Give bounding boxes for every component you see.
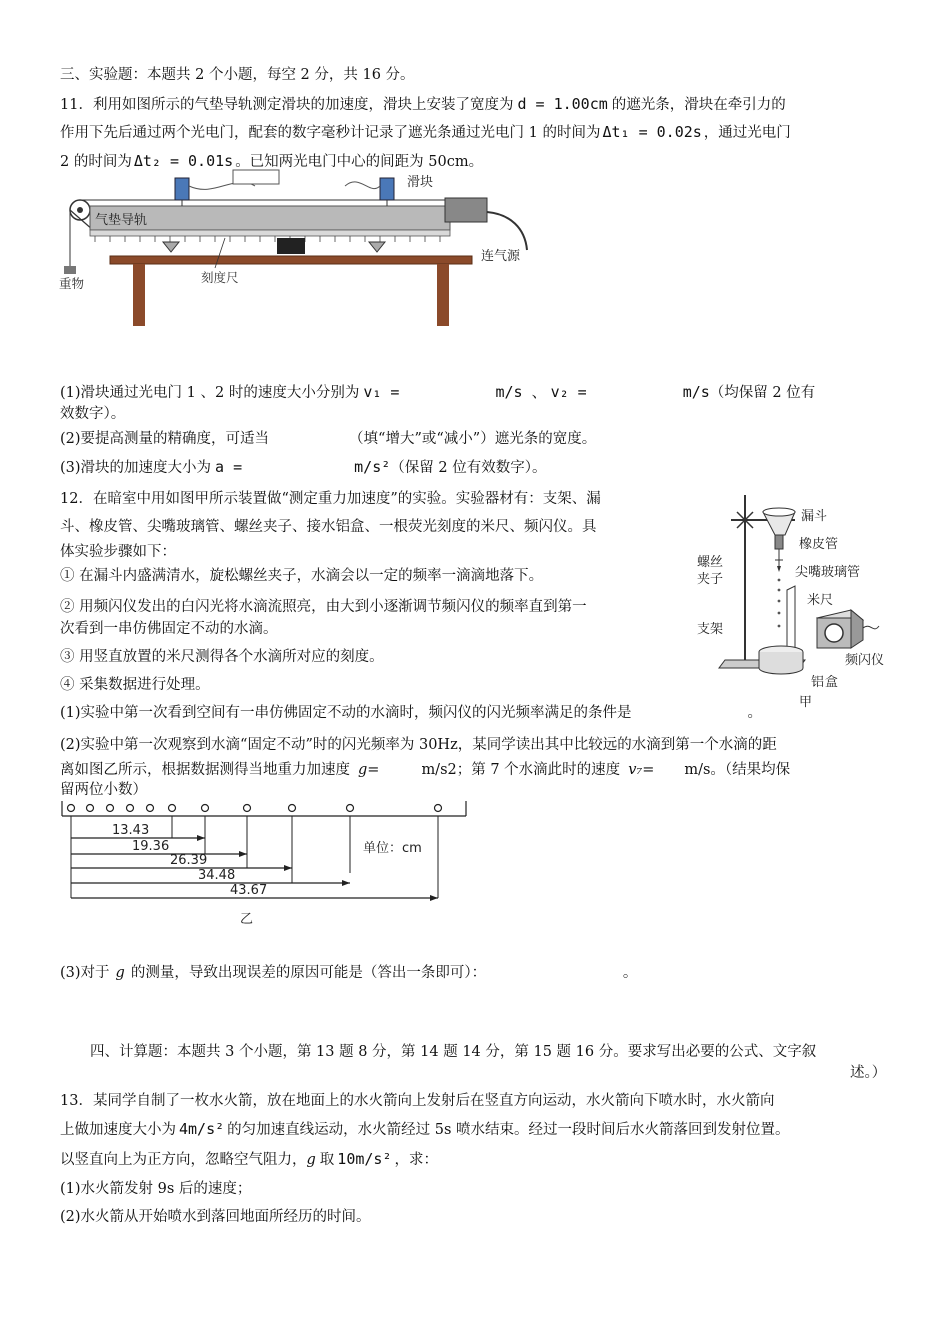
- q11-p1-tail: （均保留 2 位有: [709, 385, 816, 401]
- q12-part1: [60, 704, 762, 722]
- q12-p3-text-a: (3)对于: [60, 965, 110, 981]
- q11-text-f: 。已知两光电门中心的间距为 50cm。: [235, 154, 484, 170]
- label-funnel: 漏斗: [801, 509, 828, 524]
- q11-dt2: Δt₂ = 0.01s: [133, 152, 234, 170]
- photogate-2-icon: [380, 178, 394, 200]
- drop-6: [169, 805, 176, 812]
- drop-11: [435, 805, 442, 812]
- q12-line1: 12．在暗室中用如图甲所示装置做“测定重力加速度”的实验。实验器材有：支架、漏: [60, 491, 601, 507]
- q11-p1-text: (1)滑块通过光电门 1 、2 时的速度大小分别为: [60, 385, 360, 401]
- q11-unit1: m/s 、: [495, 383, 547, 401]
- q12-step3: ③ 用竖直放置的米尺测得各个水滴所对应的刻度。: [60, 649, 384, 665]
- q12-line3: 体实验步骤如下：: [60, 544, 176, 560]
- q11-text-b: 的遮光条，滑块在牵引力的: [611, 97, 786, 113]
- section4-heading: 四、计算题：本题共 3 个小题，第 13 题 8 分，第 14 题 14 分，第 15 题 16 分。要求写出必要的公式、文字叙: [90, 1044, 817, 1060]
- q11-text-a: 11．利用如图所示的气垫导轨测定滑块的加速度，滑块上安装了宽度为: [60, 97, 514, 113]
- slider-block-icon: [445, 198, 487, 222]
- q13-text-a: 上做加速度大小为: [60, 1122, 176, 1138]
- q13-line3: [60, 1150, 438, 1169]
- label-rail: 气垫导轨: [95, 213, 148, 228]
- section4-heading-tail: 述。）: [850, 1065, 887, 1081]
- q11-text-c: 作用下先后通过两个光电门，配套的数字毫秒计记录了遮光条通过光电门 1 的时间为: [60, 125, 601, 141]
- q12-p1-end: 。: [747, 705, 763, 721]
- q12-line2: 斗、橡皮管、尖嘴玻璃管、螺丝夹子、接水铝盒、一根荧光刻度的米尺、频闪仪。具: [60, 519, 597, 535]
- label-weight: 重物: [59, 276, 85, 291]
- q13-acceleration: 4m/s²: [179, 1120, 225, 1138]
- q11-a-unit: m/s²: [354, 458, 391, 476]
- label-screw-a: 螺丝: [697, 555, 724, 570]
- q13-text-d: 取: [319, 1152, 335, 1168]
- drop-4: [127, 805, 134, 812]
- q13-text-b: 的匀加速直线运动，水火箭经过 5s 喷水结束。经过一段时间后水火箭落回到发射位置。: [227, 1122, 790, 1138]
- strobe-icon: [817, 610, 879, 648]
- q11-text-d: ，通过光电门: [703, 125, 791, 141]
- q12-p2-text-b: m/s2；第 7 个水滴此时的速度: [421, 762, 621, 778]
- q12-part2-a: (2)实验中第一次观察到水滴“固定不动”时的闪光频率为 30Hz，某同学读出其中比较远的水滴到第一个水滴的距: [60, 737, 777, 753]
- q11-p2-tail: （填“增大”或“减小”）遮光条的宽度。: [349, 431, 597, 447]
- q11-p3-text: (3)滑块的加速度大小为: [60, 460, 212, 476]
- drop-8: [244, 805, 251, 812]
- drop-5: [147, 805, 154, 812]
- q13-g-var: g: [306, 1152, 316, 1168]
- q11-unit2: m/s: [682, 383, 710, 401]
- q11-part1-line2: 效数字）。: [60, 406, 126, 422]
- q11-line2: [60, 123, 791, 142]
- drop-2: [87, 805, 94, 812]
- q11-v2: v₂ =: [550, 383, 587, 401]
- q11-part2: [60, 430, 596, 448]
- label-rubber-tube: 橡皮管: [799, 537, 839, 552]
- label-box-b: 盒: [825, 675, 839, 690]
- q12-step1: ① 在漏斗内盛满清水，旋松螺丝夹子，水滴会以一定的频率一滴滴地落下。: [60, 568, 544, 584]
- q12-part3: [60, 964, 637, 982]
- drop-3: [107, 805, 114, 812]
- air-track-figure: [55, 168, 555, 338]
- label-strobe: 频闪仪: [845, 653, 885, 668]
- q11-width-eq: d = 1.00cm: [517, 95, 608, 113]
- caption-yi: 乙: [240, 912, 254, 927]
- q12-step4: ④ 采集数据进行处理。: [60, 677, 210, 693]
- q12-p2-text-a: 离如图乙所示，根据数据测得当地重力加速度: [60, 762, 350, 778]
- q12-part2-b: [60, 761, 790, 779]
- q12-p3-g: g: [115, 965, 125, 981]
- label-slider: 滑块: [407, 175, 434, 190]
- q12-part2-c: 留两位小数）: [60, 782, 147, 798]
- drop-1: [68, 805, 75, 812]
- q12-step2a: ② 用频闪仪发出的白闪光将水滴流照亮，由大到小逐渐调节频闪仪的频率直到第一: [60, 599, 587, 615]
- q11-v1: v₁ =: [363, 383, 400, 401]
- q11-p3-tail: （保留 2 位有效数字）。: [390, 460, 547, 476]
- q13-line1: 13．某同学自制了一枚水火箭，放在地面上的水火箭向上发射后在竖直方向运动，水火箭向下喷水时，水火箭向: [60, 1093, 775, 1109]
- label-box-a: 铝: [811, 675, 825, 690]
- q13-part1: (1)水火箭发射 9s 后的速度；: [60, 1181, 252, 1197]
- q11-a-eq: a =: [215, 458, 243, 476]
- q11-part1: [60, 383, 815, 402]
- distance-label-4: 34.48: [198, 868, 236, 883]
- label-meter-ruler: 米尺: [807, 593, 834, 608]
- caption-jia: 甲: [799, 695, 813, 710]
- q12-p3-text-b: 的测量，导致出现误差的原因可能是（答出一条即可）：: [130, 965, 479, 981]
- drops-figure-yi: [60, 798, 480, 933]
- label-ruler: 刻度尺: [201, 270, 239, 285]
- label-air-source: 连气源: [481, 249, 521, 264]
- distance-label-5: 43.67: [230, 883, 268, 898]
- q13-line2: [60, 1120, 790, 1139]
- q13-g-value: 10m/s²: [337, 1150, 392, 1168]
- label-stand: 支架: [697, 622, 724, 637]
- q13-text-e: ，求：: [394, 1152, 438, 1168]
- q12-p2-text-c: m/s。（结果均保: [684, 762, 791, 778]
- photogate-1-icon: [175, 178, 189, 200]
- q11-line1: [60, 95, 786, 114]
- distance-label-2: 19.36: [132, 839, 170, 854]
- q12-p3-end: 。: [622, 965, 638, 981]
- drop-10: [347, 805, 354, 812]
- weight-icon: [64, 266, 76, 274]
- unit-label: 单位：cm: [363, 841, 422, 856]
- drop-9: [289, 805, 296, 812]
- q11-dt1: Δt₁ = 0.02s: [602, 123, 702, 141]
- q11-text-e: 2 的时间为: [60, 154, 132, 170]
- section3-heading: 三、实验题：本题共 2 个小题，每空 2 分，共 16 分。: [60, 67, 415, 83]
- label-screw-b: 夹子: [697, 572, 724, 587]
- q13-part2: (2)水火箭从开始喷水到落回地面所经历的时间。: [60, 1209, 371, 1225]
- q12-step2b: 次看到一串仿佛固定不动的水滴。: [60, 621, 278, 637]
- distance-label-1: 13.43: [112, 823, 150, 838]
- q13-text-c: 以竖直向上为正方向，忽略空气阻力，: [60, 1152, 307, 1168]
- q11-part3: [60, 458, 546, 477]
- q11-p2-text: (2)要提高测量的精确度，可适当: [60, 431, 270, 447]
- label-glass-tube: 尖嘴玻璃管: [795, 565, 861, 580]
- distance-label-3: 26.39: [170, 853, 208, 868]
- q12-g-var: g=: [358, 762, 380, 778]
- q12-v7-var: v₇=: [628, 762, 655, 778]
- q12-p1-text: (1)实验中第一次看到空间有一串仿佛固定不动的水滴时，频闪仪的闪光频率满足的条件是: [60, 705, 632, 721]
- apparatus-figure-jia: [695, 490, 905, 715]
- drop-7: [202, 805, 209, 812]
